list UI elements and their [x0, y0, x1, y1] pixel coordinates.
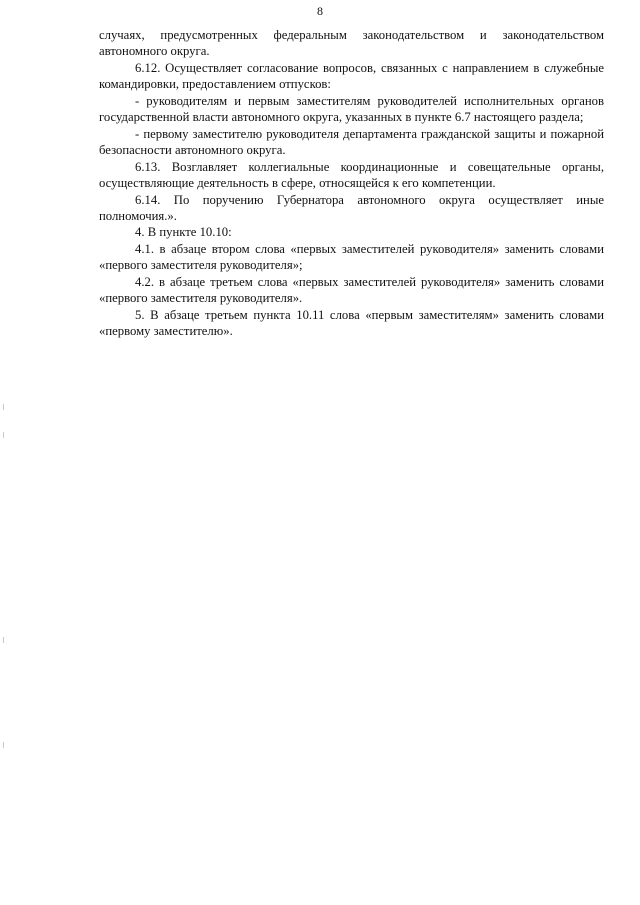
list-item-first-deputy: - первому заместителю руководителя департамента гражданской защиты и пожарной безопасности автономного округа. [99, 126, 604, 158]
page-number: 8 [317, 4, 323, 18]
scan-margin-mark [3, 742, 4, 748]
list-item-heads: - руководителям и первым заместителям руководителей исполнительных органов государственной власти автономного округа, указанных в пункте 6.7 настоящего раздела; [99, 93, 604, 125]
document-body [99, 27, 604, 340]
scan-margin-mark [3, 432, 4, 438]
paragraph-6-12: 6.12. Осуществляет согласование вопросов, связанных с направлением в служебные командировки, предоставлением отпусков: [99, 60, 604, 92]
paragraph-6-14: 6.14. По поручению Губернатора автономного округа осуществляет иные полномочия.». [99, 192, 604, 223]
scan-margin-mark [3, 404, 4, 410]
scan-margin-mark [3, 637, 4, 643]
paragraph-4-1: 4.1. в абзаце втором слова «первых заместителей руководителя» заменить словами «первого заместителя руководителя»; [99, 241, 604, 273]
paragraph-6-13: 6.13. Возглавляет коллегиальные координационные и совещательные органы, осуществляющие деятельность в сфере, относящейся к его компетенции. [99, 159, 604, 191]
paragraph-4: 4. В пункте 10.10: [135, 225, 232, 240]
paragraph-4-2: 4.2. в абзаце третьем слова «первых заместителей руководителя» заменить словами «первого заместителя руководителя». [99, 274, 604, 306]
paragraph-continuation: случаях, предусмотренных федеральным законодательством и законодательством автономного округа. [99, 28, 604, 59]
paragraph-5: 5. В абзаце третьем пункта 10.11 слова «первым заместителям» заменить словами «первому заместителю». [99, 307, 604, 339]
